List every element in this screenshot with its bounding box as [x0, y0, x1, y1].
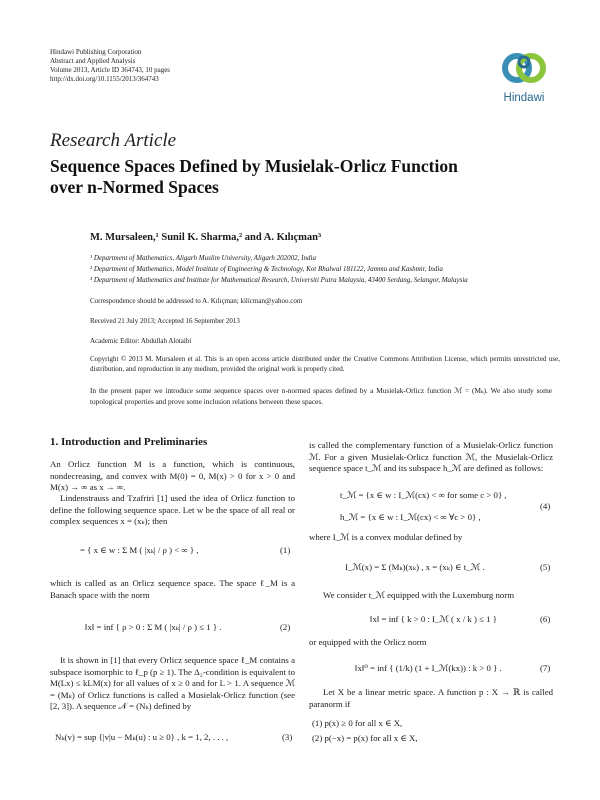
title-line-1: Sequence Spaces Defined by Musielak-Orlicz Function	[50, 156, 458, 176]
copyright-notice: Copyright © 2013 M. Mursaleen et al. This is an open access article distributed under the Creative Commons Attribution License, which permits unrestricted use, distribution, and reproduction in any medium, provided the original work is properly cited.	[90, 355, 560, 373]
page-title	[50, 156, 550, 198]
affiliation-1: ¹ Department of Mathematics, Aligarh Muslim University, Aligarh 202002, India	[90, 254, 316, 262]
journal-header	[50, 48, 170, 84]
correspondence: Correspondence should be addressed to A. Kılıçman; kilicman@yahoo.com	[90, 297, 303, 305]
publisher-line: Hindawi Publishing Corporation	[50, 48, 142, 56]
received-date: Received 21 July 2013; Accepted 16 September 2013	[90, 317, 240, 325]
affiliation-2: ² Department of Mathematics, Model Institute of Engineering & Technology, Kot Bhalwal 181122, Jammu and Kashmir, India	[90, 265, 443, 273]
equation-4a: t_ℳ = {x ∈ w : I_ℳ(cx) < ∞ for some c > 0} ,	[340, 490, 507, 500]
list-item-2: (2) p(−x) = p(x) for all x ∈ X,	[312, 733, 418, 743]
right-paragraph-1: is called the complementary function of a Musielak-Orlicz function ℳ. For a given Musielak-Orlicz function ℳ, the Musielak-Orlicz sequence space t_ℳ and its subspace h_ℳ are defined as follows:	[309, 440, 553, 473]
abstract: In the present paper we introduce some sequence spaces over n-normed spaces defined by a Musielak-Orlicz function ℳ = (Mₖ). We also study some topological properties and prove some inclusion relations between these spaces.	[90, 386, 552, 406]
equation-4b: h_ℳ = {x ∈ w : I_ℳ(cx) < ∞ ∀c > 0} ,	[340, 512, 481, 522]
academic-editor: Academic Editor: Abdullah Alotaibi	[90, 337, 192, 345]
intro-paragraph-1: An Orlicz function M is a function, which is continuous, nondecreasing, and convex with M(0) = 0, M(x) > 0 for x > 0 and M(x) → ∞ as x → ∞.	[50, 459, 295, 492]
equation-3: Nₖ(v) = sup {|v|u − Mₖ(u) : u ≥ 0} , k = 1, 2, . . . ,	[55, 732, 229, 742]
right-paragraph-2: where I_ℳ is a convex modular defined by	[309, 532, 463, 542]
hindawi-rings-icon	[492, 48, 556, 92]
equation-5: I_ℳ(x) = Σ (Mₖ)(xₖ) , x = (xₖ) ∈ t_ℳ .	[345, 562, 485, 572]
authors: M. Mursaleen,¹ Sunil K. Sharma,² and A. Kılıçman³	[90, 232, 322, 243]
equation-2: ‖x‖ = inf { ρ > 0 : Σ M ( |xₖ| / ρ ) ≤ 1 } .	[85, 622, 222, 632]
equation-3-number: (3)	[282, 732, 293, 742]
intro-paragraph-4: It is shown in [1] that every Orlicz sequence space ℓ_M contains a subspace isomorphic to ℓ_p (p ≥ 1). The Δ₂-condition is equivalent to M(Lx) ≤ kLM(x) for all values of x ≥ 0 and for L > 1. A sequence ℳ = (Mₖ) of Orlicz functions is called a Musielak-Orlicz function (see [2, 3]). A sequence 𝒩 = (Nₖ) defined by	[50, 655, 295, 711]
equation-7-number: (7)	[540, 663, 551, 673]
equation-6: ‖x‖ = inf { k > 0 : I_ℳ ( x / k ) ≤ 1 }	[370, 614, 497, 624]
right-paragraph-5: Let X be a linear metric space. A function p : X → ℝ is called paranorm if	[309, 687, 553, 709]
right-paragraph-4: or equipped with the Orlicz norm	[309, 637, 427, 647]
volume-line: Volume 2013, Article ID 364743, 10 pages	[50, 66, 171, 74]
hindawi-logo	[492, 48, 556, 106]
equation-2-number: (2)	[280, 622, 291, 632]
doi-link[interactable]: http://dx.doi.org/10.1155/2013/364743	[50, 75, 159, 83]
list-item-1: (1) p(x) ≥ 0 for all x ∈ X,	[312, 718, 403, 728]
equation-6-number: (6)	[540, 614, 551, 624]
title-line-2: over n-Normed Spaces	[50, 177, 219, 197]
article-type: Research Article	[50, 130, 177, 151]
journal-line: Abstract and Applied Analysis	[50, 57, 136, 65]
right-paragraph-3: We consider t_ℳ equipped with the Luxemburg norm	[323, 590, 515, 600]
section-heading: 1. Introduction and Preliminaries	[50, 436, 208, 448]
equation-1: = { x ∈ w : Σ M ( |xₖ| / ρ ) < ∞ } ,	[80, 545, 199, 555]
logo-text: Hindawi	[503, 92, 545, 104]
intro-paragraph-3: which is called as an Orlicz sequence space. The space ℓ_M is a Banach space with the norm	[50, 578, 295, 600]
equation-4-number: (4)	[540, 501, 551, 511]
equation-7: ‖x‖⁰ = inf { (1/k) (1 + I_ℳ(kx)) : k > 0 } .	[355, 663, 502, 673]
affiliation-3: ³ Department of Mathematics and Institute for Mathematical Research, Universiti Putra Malaysia, 43400 Serdang, Selangor, Malaysia	[90, 276, 468, 284]
equation-5-number: (5)	[540, 562, 551, 572]
intro-paragraph-2: Lindenstrauss and Tzafriri [1] used the idea of Orlicz function to define the following sequence space. Let w be the space of all real or complex sequences x = (xₖ); then	[50, 493, 295, 526]
equation-1-number: (1)	[280, 545, 291, 555]
